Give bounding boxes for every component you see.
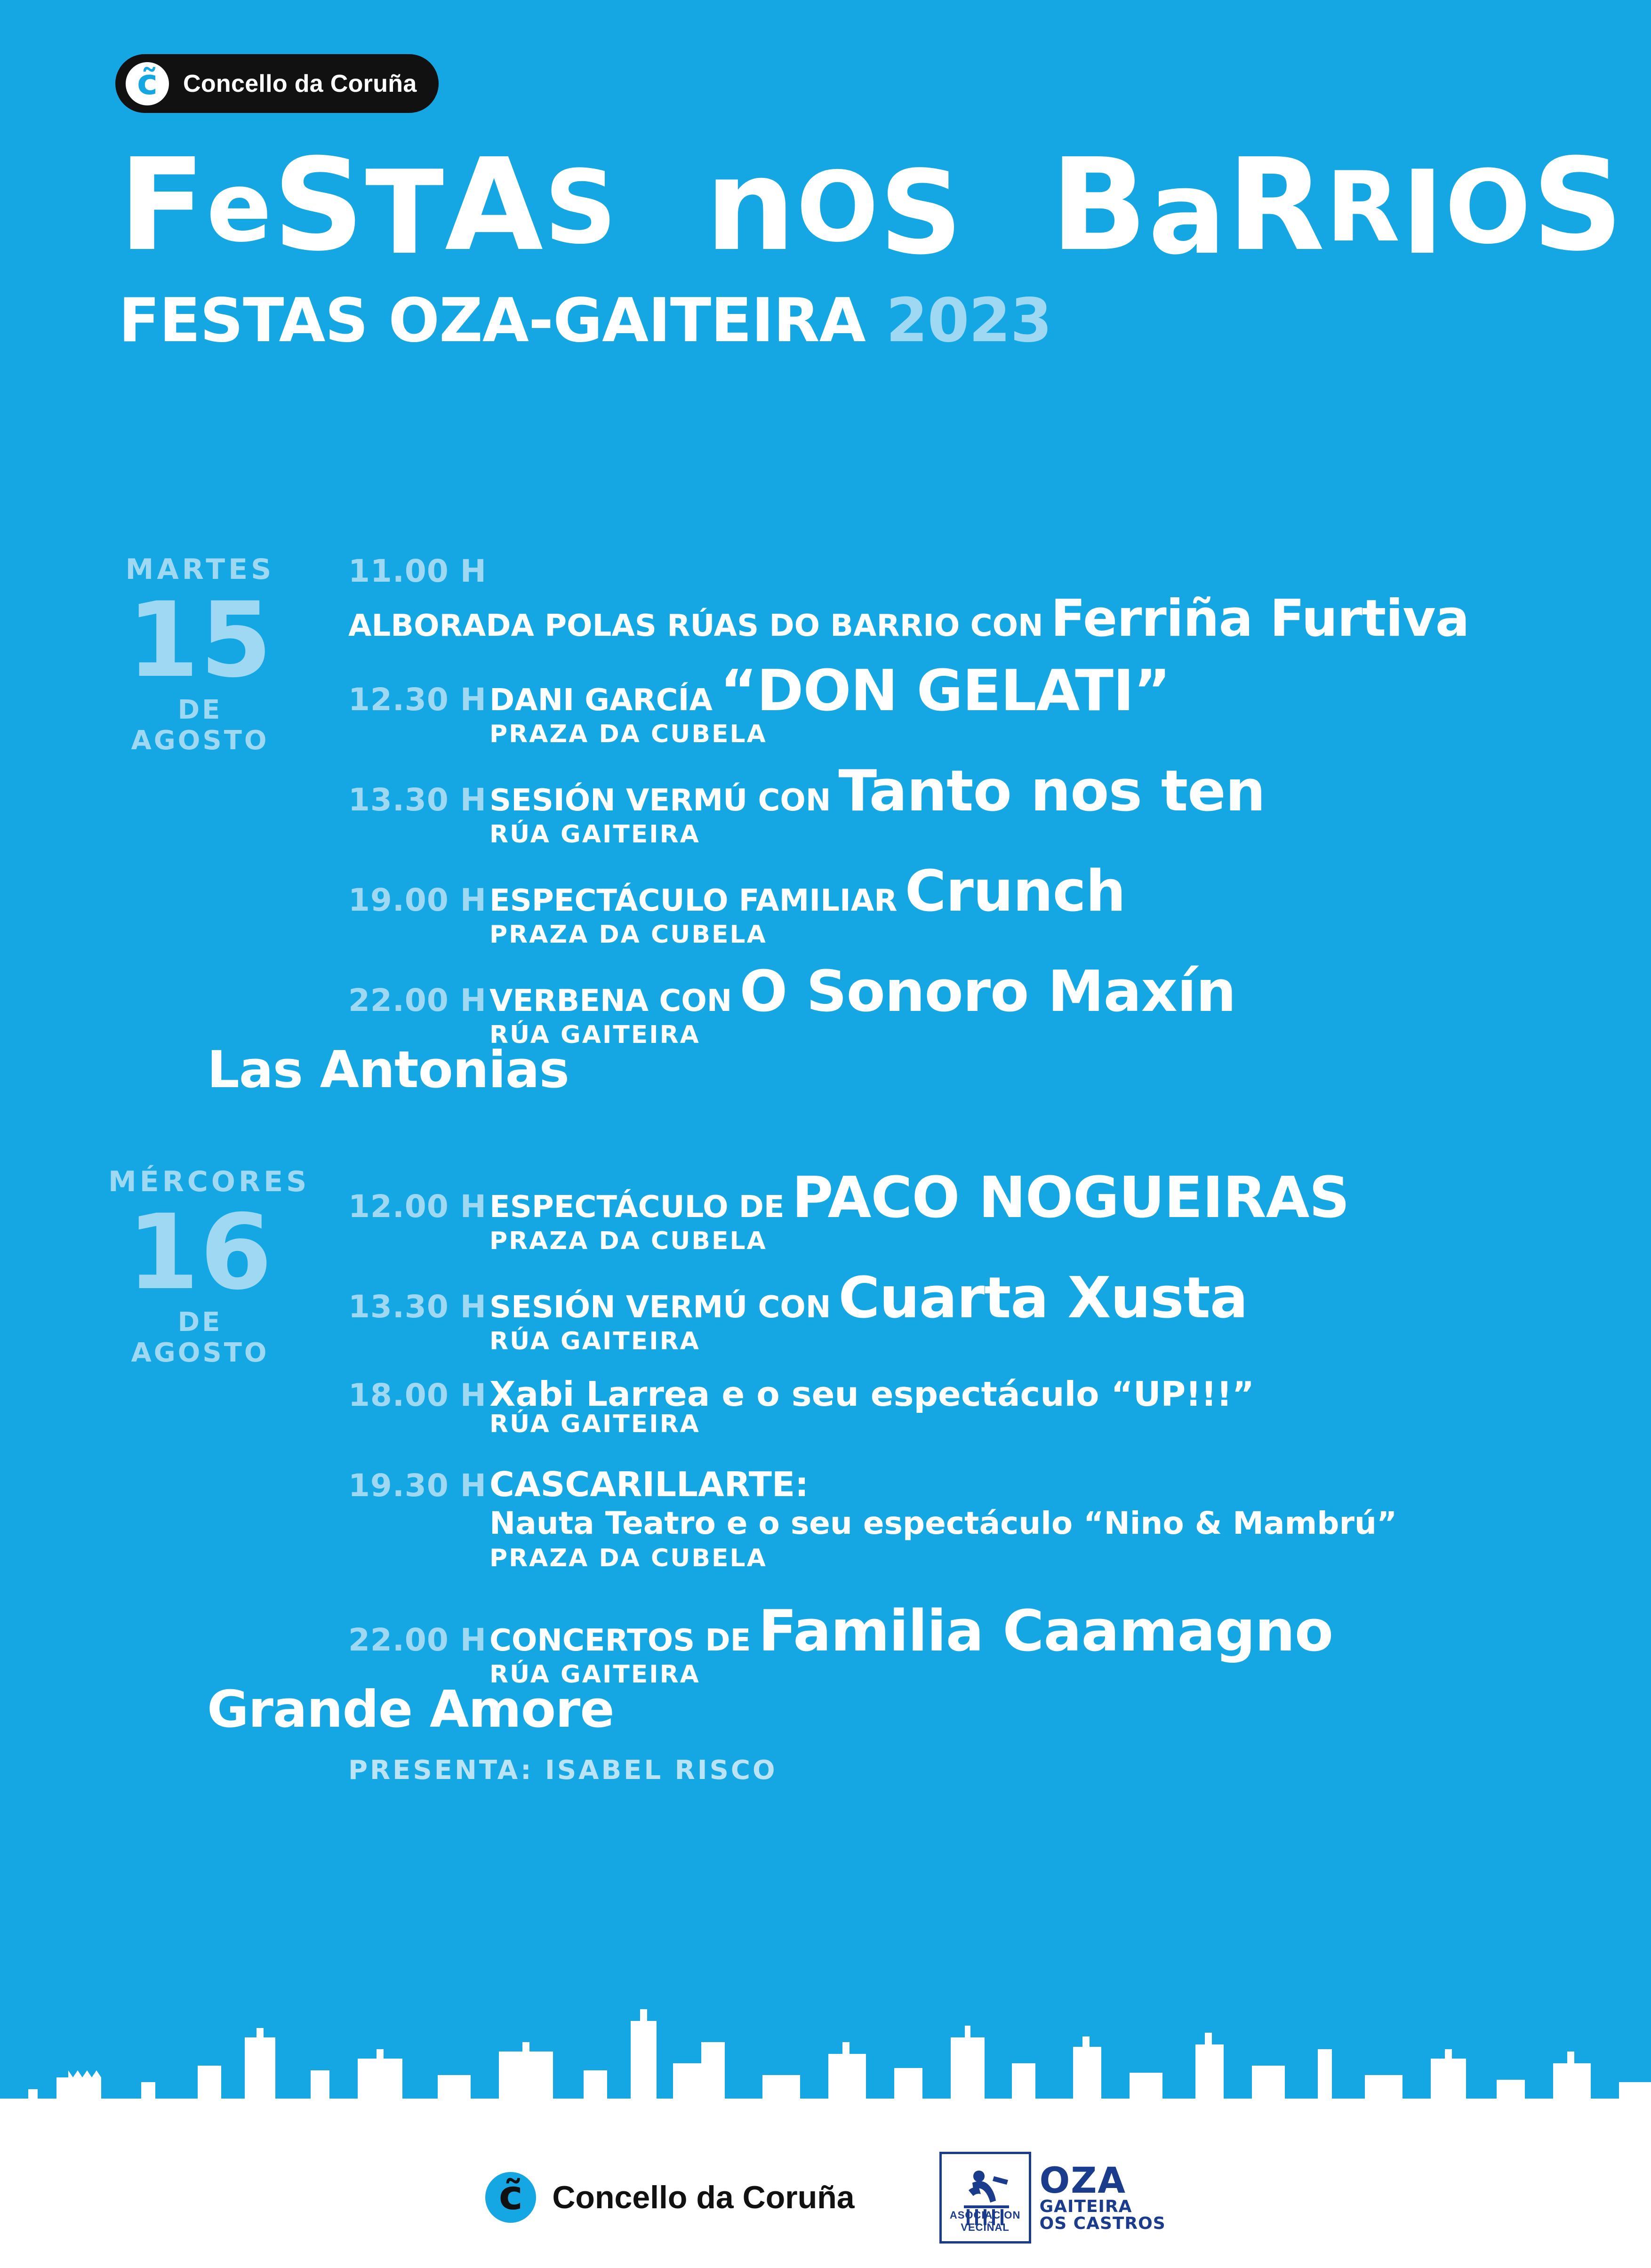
association-name: OZA (1039, 2159, 1127, 2201)
footer (0, 2127, 1651, 2268)
event-time: 13.30 H (348, 782, 487, 818)
event-description: ESPECTÁCULO DE (489, 1190, 785, 1225)
event-time: 22.00 H (348, 1622, 487, 1658)
event-item (348, 1465, 1595, 1572)
event-time: 11.00 H (348, 553, 487, 589)
council-logo-icon (485, 2172, 536, 2223)
event-time: 18.00 H (348, 1377, 487, 1413)
event-description: CONCERTOS DE (489, 1623, 751, 1658)
event-description: SESIÓN VERMÚ CON (489, 1290, 831, 1325)
header-council-logo (115, 54, 439, 113)
event-artist: PACO NOGUEIRAS (792, 1165, 1349, 1231)
association-name-block (1039, 2159, 1166, 2233)
day-month: DE AGOSTO (131, 1307, 269, 1368)
day-block (0, 1165, 1651, 1786)
schedule (0, 553, 1651, 1851)
poster-title-block (119, 131, 1625, 356)
event-description: SESIÓN VERMÚ CON (489, 783, 831, 818)
event-artist: Cuarta Xusta (838, 1266, 1248, 1331)
event-presenter: PRESENTA: ISABEL RISCO (348, 1755, 777, 1786)
event-place: RÚA GAITEIRA (489, 1021, 700, 1049)
subtitle-main: FESTAS OZA-GAITEIRA (119, 285, 866, 356)
day-weekday: MARTES (125, 553, 275, 586)
event-item (348, 1165, 1595, 1255)
day-weekday: MÉRCORES (108, 1165, 310, 1198)
day-date-column (108, 553, 292, 756)
council-logo-label: Concello da Coruña (183, 70, 417, 97)
council-logo-glyph: c̃ (498, 2172, 523, 2219)
day-number: 16 (127, 1192, 273, 1313)
page-subtitle (119, 286, 1540, 356)
event-artist-secondary: Grande Amore (207, 1680, 614, 1739)
day-block (0, 553, 1651, 1099)
event-description: ESPECTÁCULO FAMILIAR (489, 883, 898, 918)
event-artist: Ferriña Furtiva (1050, 589, 1469, 648)
day-number: 15 (127, 580, 273, 700)
neighbourhood-association-logo (939, 2152, 1166, 2244)
event-place: RÚA GAITEIRA (489, 1327, 700, 1355)
event-subtitle: Nauta Teatro e o seu espectáculo “Nino & Mambrú” (489, 1505, 1397, 1541)
association-line3: OS CASTROS (1039, 2214, 1166, 2233)
event-description: VERBENA CON (489, 984, 732, 1018)
event-artist: Tanto nos ten (838, 759, 1266, 824)
event-artist: “DON GELATI” (720, 658, 1170, 724)
event-artist-secondary: Las Antonias (207, 1041, 569, 1099)
event-time: 12.30 H (348, 681, 487, 718)
day-month: DE AGOSTO (131, 695, 269, 756)
event-time: 19.00 H (348, 882, 487, 918)
council-logo-icon (126, 62, 169, 105)
event-item (348, 1266, 1595, 1355)
event-artist: Crunch (905, 859, 1126, 924)
event-item (348, 759, 1595, 849)
association-caption: ASOCIACION VECIÑAL (949, 2209, 1021, 2233)
event-place: RÚA GAITEIRA (489, 820, 700, 849)
event-time: 22.00 H (348, 982, 487, 1018)
subtitle-year: 2023 (886, 285, 1052, 356)
event-item (207, 1599, 1595, 1786)
event-description: DANI GARCÍA (489, 683, 713, 718)
event-artist: O Sonoro Maxín (739, 959, 1236, 1025)
event-item (348, 859, 1595, 949)
event-place: RÚA GAITEIRA (489, 1660, 700, 1689)
event-title: Xabi Larrea e o seu espectáculo “UP!!!” (489, 1374, 1255, 1414)
day-date-column (108, 1165, 310, 1368)
day-events (207, 553, 1651, 1099)
association-emblem-icon (939, 2152, 1031, 2244)
event-item (348, 658, 1595, 748)
event-place: PRAZA DA CUBELA (489, 1227, 767, 1255)
page-title: FeSTAS nOS BaRRIOS (119, 131, 1625, 280)
event-place: PRAZA DA CUBELA (489, 720, 767, 748)
event-place: PRAZA DA CUBELA (489, 921, 767, 949)
event-item (348, 553, 1595, 648)
event-description: ALBORADA POLAS RÚAS DO BARRIO CON (348, 609, 1043, 643)
council-logo-glyph: c̃ (137, 62, 158, 103)
city-skyline-illustration (0, 1981, 1651, 2132)
event-artist: Familia Caamagno (758, 1599, 1333, 1664)
footer-council-logo (485, 2172, 854, 2223)
event-time: 19.30 H (348, 1467, 487, 1504)
event-item (348, 1374, 1595, 1438)
event-item (207, 959, 1595, 1099)
event-time: 13.30 H (348, 1289, 487, 1325)
event-time: 12.00 H (348, 1188, 487, 1225)
event-place: PRAZA DA CUBELA (489, 1544, 767, 1572)
footer-council-label: Concello da Coruña (552, 2180, 855, 2215)
association-line2: GAITEIRA (1039, 2197, 1132, 2216)
event-place: RÚA GAITEIRA (489, 1410, 700, 1438)
event-title: CASCARILLARTE: (489, 1465, 809, 1504)
